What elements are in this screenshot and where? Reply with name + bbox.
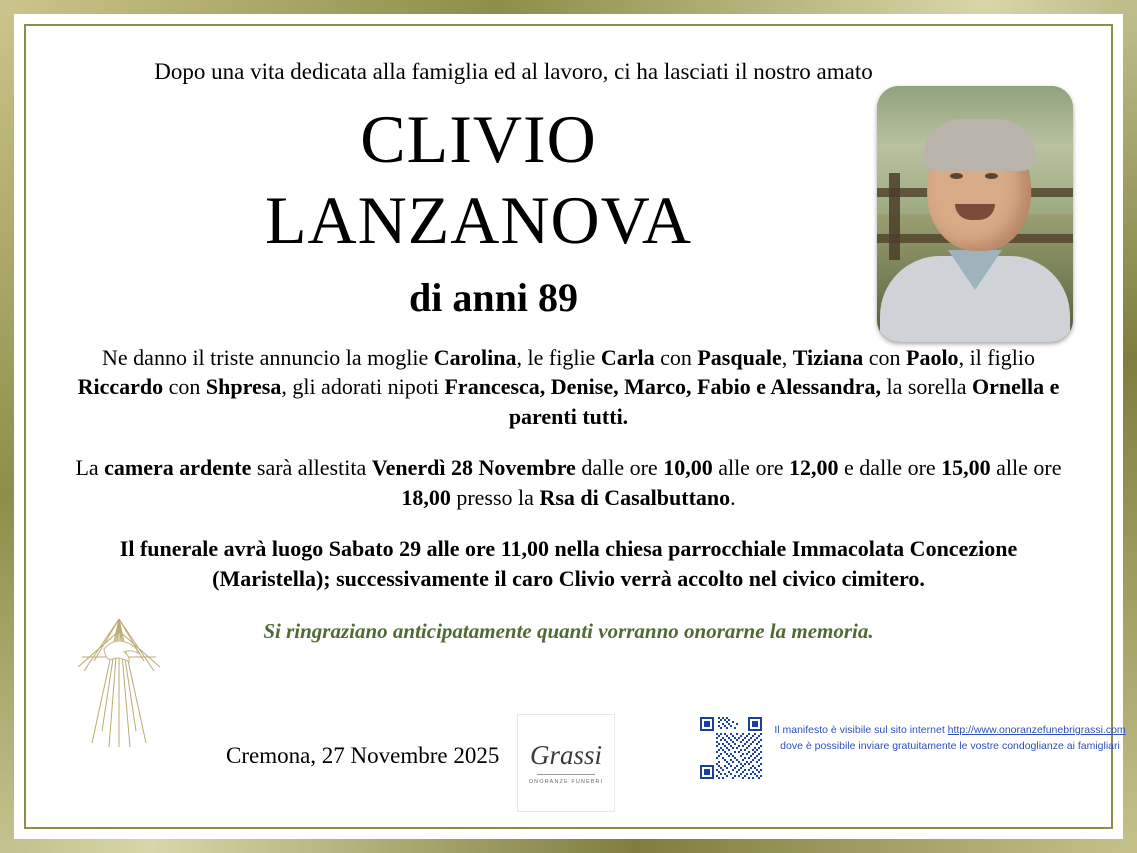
grandchildren-names: Francesca, Denise, Marco, Fabio e Alessandra, xyxy=(444,374,881,400)
announce-mid2: con xyxy=(654,344,698,370)
poster-content xyxy=(40,36,1126,819)
qr-code[interactable] xyxy=(700,717,762,779)
vigil-pre: La xyxy=(75,455,105,481)
vigil-place: Rsa di Casalbuttano xyxy=(539,484,731,510)
announce-mid1: , le figlie xyxy=(516,344,601,370)
vigil-mid3: alle ore xyxy=(712,455,790,481)
vigil-mid5: alle ore xyxy=(990,455,1062,481)
announce-mid3: , xyxy=(781,344,793,370)
son-name: Riccardo xyxy=(77,374,164,400)
announce-mid6: con xyxy=(163,374,206,400)
vigil-time-3: 15,00 xyxy=(941,455,991,481)
announce-mid4: con xyxy=(863,344,906,370)
announce-mid8: la sorella xyxy=(880,374,972,400)
announce-mid7: , gli adorati nipoti xyxy=(281,374,445,400)
photo-eye-right xyxy=(985,173,998,179)
sister-name: Ornella e parenti tutti. xyxy=(508,374,1060,429)
vigil-mid1: sarà allestita xyxy=(251,455,372,481)
family-announcement xyxy=(40,343,1097,431)
age-line: di anni 89 xyxy=(409,274,578,320)
wife-name: Carolina xyxy=(433,344,517,370)
funeral-home-logo xyxy=(518,715,614,811)
vigil-info xyxy=(40,453,1097,512)
vigil-mid6: presso la xyxy=(450,484,540,510)
website-link[interactable]: http://www.onoranzefunebrigrassi.com xyxy=(947,724,1126,736)
vigil-mid2: dalle ore xyxy=(575,455,664,481)
place-and-date: Cremona, 27 Novembre 2025 xyxy=(226,743,500,768)
son-partner-name: Shpresa xyxy=(205,374,282,400)
daughter2-partner-name: Paolo xyxy=(906,344,959,370)
daughter1-partner-name: Pasquale xyxy=(697,344,782,370)
deceased-photo xyxy=(877,86,1073,342)
intro-text: Dopo una vita dedicata alla famiglia ed al lavoro, ci ha lasciati il nostro amato xyxy=(154,59,873,84)
photo-eye-left xyxy=(950,173,963,179)
logo-name: Grassi xyxy=(529,739,603,770)
vigil-time-1: 10,00 xyxy=(663,455,713,481)
web-note-line2: dove è possibile inviare gratuitamente le vostre condoglianze ai famigliari xyxy=(780,739,1120,752)
vigil-time-4: 18,00 xyxy=(401,484,451,510)
poster-footer xyxy=(40,705,1126,815)
announce-pre: Ne danno il triste annuncio la moglie xyxy=(102,344,434,370)
funeral-info: Il funerale avrà luogo Sabato 29 alle ore 11,00 nella chiesa parrocchiale Immacolata Concezione (Maristella); successivamente il caro Clivio verrà accolto nel civico cimitero. xyxy=(119,536,1018,591)
last-name: LANZANOVA xyxy=(264,181,693,258)
thanks-note: Si ringraziano anticipatamente quanti vorranno onorarne la memoria. xyxy=(263,619,874,644)
vigil-date: Venerdì 28 Novembre xyxy=(371,455,576,481)
vigil-end: . xyxy=(730,484,736,510)
announce-mid5: , il figlio xyxy=(958,344,1035,370)
photo-fence-post xyxy=(889,173,900,260)
web-note-pre: Il manifesto è visibile sul sito internet xyxy=(774,724,948,736)
daughter1-name: Carla xyxy=(600,344,655,370)
logo-subtitle: ONORANZE FUNEBRI xyxy=(528,778,604,785)
vigil-mid4: e dalle ore xyxy=(838,455,942,481)
website-note xyxy=(770,723,1130,755)
daughter2-name: Tiziana xyxy=(792,344,864,370)
first-name: CLIVIO xyxy=(360,100,597,177)
logo-divider xyxy=(537,774,595,775)
photo-hair xyxy=(923,119,1035,171)
vigil-time-2: 12,00 xyxy=(789,455,839,481)
vigil-label: camera ardente xyxy=(104,455,252,481)
